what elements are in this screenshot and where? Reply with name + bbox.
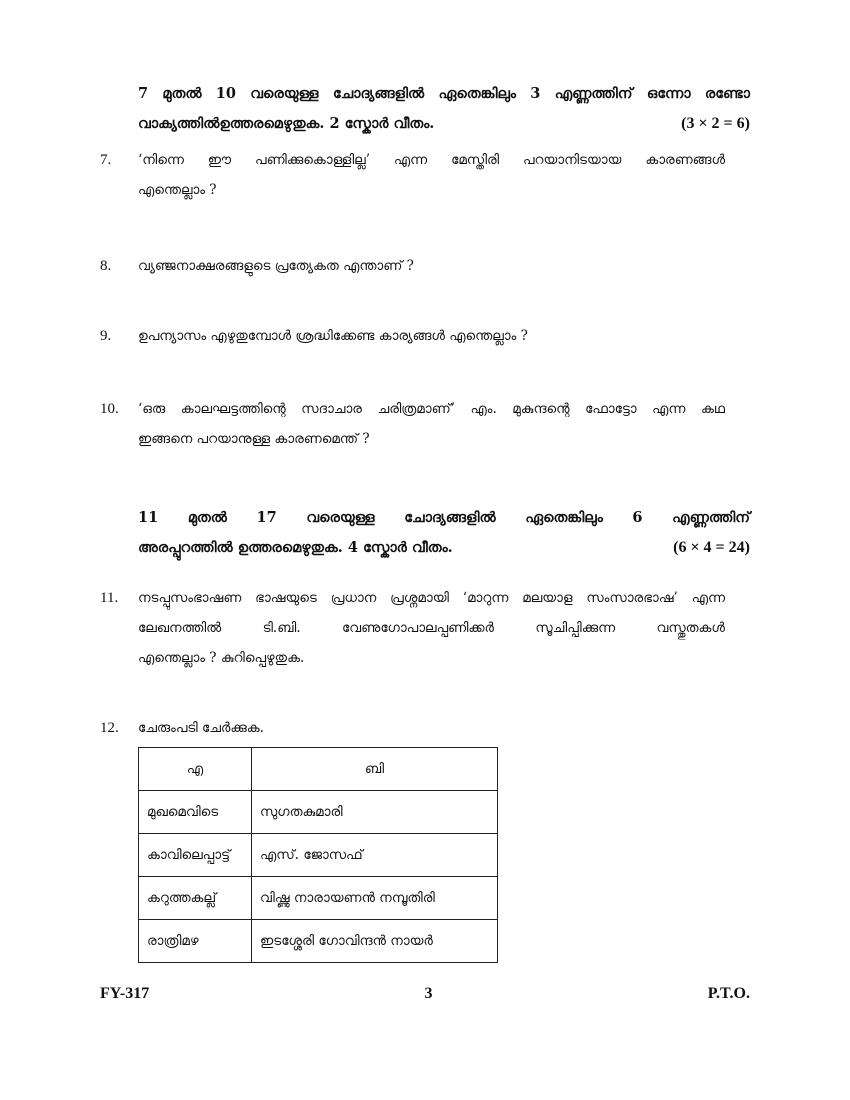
section-b-marks: (6 × 4 = 24) — [673, 539, 750, 556]
table-cell-a: മുഖമെവിടെ — [139, 791, 252, 834]
question-number: 9. — [100, 328, 112, 344]
table-row — [139, 920, 498, 963]
section-b-instruction-line2: അരപ്പുറത്തിൽ ഉത്തരമെഴുതുക. 4 സ്കോർ വീതം. — [138, 539, 453, 556]
question-11 — [100, 583, 725, 673]
table-cell-b: എസ്. ജോസഫ് — [252, 834, 498, 877]
question-number: 12. — [100, 720, 119, 736]
question-12 — [100, 713, 725, 743]
table-cell-a: രാത്രിമഴ — [139, 920, 252, 963]
table-row — [139, 791, 498, 834]
page-number: 3 — [424, 985, 433, 1002]
table-row — [139, 877, 498, 920]
question-number: 7. — [100, 152, 112, 168]
paper-code: FY-317 — [100, 985, 150, 1002]
table-cell-b: വിഷ്ണു നാരായണൻ നമ്പൂതിരി — [252, 877, 498, 920]
question-text: വ്യഞ്ജനാക്ഷരങ്ങളുടെ പ്രത്യേകത എന്താണ് ? — [138, 258, 414, 274]
table-cell-b: ഇടശ്ശേരി ഗോവിന്ദൻ നായർ — [252, 920, 498, 963]
section-a-heading — [138, 79, 750, 139]
question-10 — [100, 394, 725, 454]
section-b-heading — [138, 503, 750, 563]
question-number: 10. — [100, 401, 119, 417]
question-text: ‘നിന്നെ ഈ പണിക്കുകൊള്ളില്ല’ എന്ന മേസ്തിരി പറയാനിടയായ കാരണങ്ങൾ — [138, 152, 725, 168]
section-a-instruction-line1: 7 മുതൽ 10 വരെയുള്ള ചോദ്യങ്ങളിൽ ഏതെങ്കിലും 3 എണ്ണത്തിന് ഒന്നോ രണ്ടോ — [138, 85, 750, 102]
match-table — [138, 747, 498, 963]
section-b-instruction-line1: 11 മുതൽ 17 വരെയുള്ള ചോദ്യങ്ങളിൽ ഏതെങ്കിലും 6 എണ്ണത്തിന് — [138, 509, 750, 526]
question-text: ഉപന്യാസം എഴുതുമ്പോൾ ശ്രദ്ധിക്കേണ്ട കാര്യങ്ങൾ എന്തെല്ലാം ? — [138, 328, 528, 344]
pto-label: P.T.O. — [707, 985, 750, 1002]
question-text-line1: നടപ്പുസംഭാഷണ ഭാഷയുടെ പ്രധാന പ്രശ്നമായി ‘മാറുന്ന മലയാള സംസാരഭാഷ’ എന്ന — [138, 590, 725, 606]
question-text: ചേരുംപടി ചേർക്കുക. — [138, 720, 264, 736]
question-number: 8. — [100, 258, 112, 274]
table-cell-b: സുഗതകുമാരി — [252, 791, 498, 834]
question-8 — [100, 251, 725, 281]
question-text-cont: ഇങ്ങനെ പറയാനുള്ള കാരണമെന്ത് ? — [138, 431, 370, 447]
section-a-instruction-line2: വാക്യത്തിൽഉത്തരമെഴുതുക. 2 സ്കോർ വീതം. — [138, 115, 435, 132]
question-number: 11. — [100, 590, 119, 606]
question-text-line2: ലേഖനത്തിൽ ടി.ബി. വേണുഗോപാലപ്പണിക്കർ സൂചിപ്പിക്കുന്ന വസ്തുതകൾ — [138, 620, 725, 636]
question-9 — [100, 321, 725, 351]
table-cell-a: കറുത്തകല്ല് — [139, 877, 252, 920]
question-7 — [100, 145, 725, 205]
table-cell-a: കാവിലെപ്പാട്ട് — [139, 834, 252, 877]
question-text-cont: എന്തെല്ലാം ? — [138, 182, 217, 198]
table-header-row — [139, 748, 498, 791]
question-text-line3: എന്തെല്ലാം ? കുറിപ്പെഴുതുക. — [138, 650, 305, 666]
question-text: ‘ഒരു കാലഘട്ടത്തിന്റെ സദാചാര ചരിത്രമാണ്’ എം. മുകുന്ദന്റെ ഫോട്ടോ എന്ന കഥ — [138, 401, 725, 417]
column-header-b: ബി — [252, 748, 498, 791]
page-footer — [100, 985, 750, 1003]
table-row — [139, 834, 498, 877]
section-a-marks: (3 × 2 = 6) — [681, 115, 750, 132]
column-header-a: എ — [139, 748, 252, 791]
